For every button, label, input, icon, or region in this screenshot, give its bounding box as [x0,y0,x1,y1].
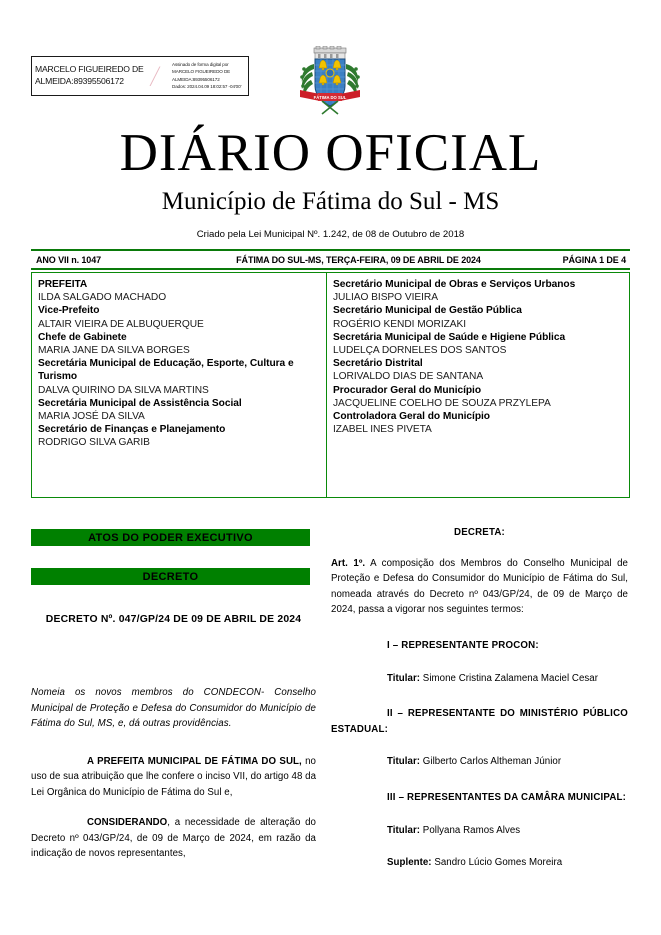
official-role: Secretário de Finanças e Planejamento [38,424,226,436]
official-person: ALTAIR VIEIRA DE ALBUQUERQUE [38,318,204,330]
official-person: MARIA JANE DA SILVA BORGES [38,345,190,357]
decree-considering [31,815,316,862]
member-name: Simone Cristina Zalamena Maciel Cesar [420,672,599,684]
decree-article-1 [331,556,628,618]
official-person: LORIVALDO DIAS DE SANTANA [333,371,484,383]
edition-place-date: FÁTIMA DO SUL-MS, TERÇA-FEIRA, 09 DE ABRIL DE 2024 [236,254,481,265]
official-person: JACQUELINE COELHO DE SOUZA PRZYLEPA [333,397,551,409]
digital-signature-stamp [31,56,249,96]
official-person: MARIA JOSÉ DA SILVA [38,411,145,423]
official-role: Secretária Municipal de Assistência Social [38,397,242,409]
official-role: Secretária Municipal de Saúde e Higiene Pública [333,331,566,343]
body-column-left [31,612,316,862]
masthead-law-line: Criado pela Lei Municipal Nº. 1.242, de 08 de Outubro de 2018 [196,229,465,240]
signature-detail-line-1: Assinado de forma digital por [172,62,229,67]
member-role-label: Titular: [387,756,421,768]
decree-article-1-text: A composição dos Membros do Conselho Municipal de Proteção e Defesa do Consumidor do Município de Fátima do Sul, nomeada através do Decreto nº 043/GP/24, de 09 de Março de 2024, passa a vigorar nos seguintes termos: [331,557,628,616]
decree-title: DECRETO Nº. 047/GP/24 DE 09 DE ABRIL DE 2024 [45,614,302,625]
municipal-coat-of-arms-icon [296,46,364,118]
signature-name-line-1: MARCELO FIGUEIREDO DE [35,64,144,74]
official-person: IZABEL INES PIVETA [333,424,432,436]
signature-flourish-icon: ⁄ [153,60,157,93]
decree-preamble [31,754,316,801]
signature-name-line-2: ALMEIDA:89395506172 [35,76,124,86]
decree-preamble-lead: A PREFEITA MUNICIPAL DE FÁTIMA DO SUL, [87,755,302,767]
section-heading-ii: II – REPRESENTANTE DO MINISTÉRIO PÚBLICO ESTADUAL: [331,708,628,735]
decree-article-1-label: Art. 1º. [331,557,366,569]
section-heading-i: I – REPRESENTANTE PROCON: [387,639,539,651]
section-banner-atos-do-poder-executivo: ATOS DO PODER EXECUTIVO [31,529,310,546]
member-name: Sandro Lúcio Gomes Moreira [431,857,563,869]
officials-column-left [32,273,327,497]
decreta-label: DECRETA: [454,527,505,538]
svg-text:FÁTIMA DO SUL: FÁTIMA DO SUL [313,95,347,100]
decree-considering-text: , a necessidade de alteração do Decreto nº 043/GP/24, de 09 de Março de 2024, em razão da indicação de novos representantes, [31,817,316,860]
edition-year-number: ANO VII n. 1047 [36,254,102,265]
decree-considering-lead: CONSIDERANDO [87,817,168,829]
official-person: ROGÉRIO KENDI MORIZAKI [333,318,467,330]
masthead [0,125,661,241]
official-person: DALVA QUIRINO DA SILVA MARTINS [38,384,209,396]
edition-bar [31,249,630,270]
member-role-label: Titular: [387,672,421,684]
section-banner-decreto: DECRETO [31,568,310,585]
decree-summary: Nomeia os novos membros do CONDECON- Conselho Municipal de Proteção e Defesa do Consumidor do Município de Fátima do Sul, MS, e, dá outras providências. [31,687,316,729]
official-role: Secretário Distrital [333,358,423,370]
member-entry [331,823,628,839]
member-entry [331,855,628,871]
decree-preamble-text: no uso de sua atribuição que lhe confere o inciso VII, do artigo 48 da Lei Orgânica do Município de Fátima do Sul e, [31,755,317,798]
official-role: Vice-Prefeito [38,305,100,317]
signature-detail-line-2: MARCELO FIGUEIREDO DE [172,69,231,75]
official-role: Procurador Geral do Município [333,384,482,396]
official-role: Secretário Municipal de Gestão Pública [333,305,522,317]
official-role: Secretário Municipal de Obras e Serviços Urbanos [333,279,576,290]
member-name: Pollyana Ramos Alves [420,824,521,836]
official-role: Controladora Geral do Município [333,411,490,423]
official-person: ILDA SALGADO MACHADO [38,292,167,304]
official-person: JULIAO BISPO VIEIRA [333,292,438,304]
official-person: RODRIGO SILVA GARIB [38,437,150,449]
official-role: PREFEITA [38,279,88,290]
member-entry [331,754,628,770]
member-role-label: Suplente: [387,857,432,869]
official-role: Secretária Municipal de Educação, Esporte, Cultura e Turismo [38,358,294,383]
body-column-right [331,525,628,871]
officials-box [31,272,630,498]
edition-page-number: PÁGINA 1 DE 4 [562,254,626,265]
officials-column-right [327,273,629,497]
signature-detail-line-4: Dados: 2024.04.09 18:02:57 -04'00' [172,84,242,90]
member-name: Gilberto Carlos Altheman Júnior [420,756,562,768]
masthead-subtitle: Município de Fátima do Sul - MS [161,188,500,215]
official-person: LUDELÇA DORNELES DOS SANTOS [333,345,507,357]
signature-signer-name [35,63,157,87]
signature-detail-line-3: ALMEIDA:89395506172 [172,76,220,82]
section-heading-iii: III – REPRESENTANTES DA CAMÂRA MUNICIPAL: [387,791,627,803]
page-title: DIÁRIO OFICIAL [119,124,542,182]
signature-details [172,61,249,91]
member-entry [331,671,628,687]
member-role-label: Titular: [387,824,421,836]
official-role: Chefe de Gabinete [38,331,127,343]
